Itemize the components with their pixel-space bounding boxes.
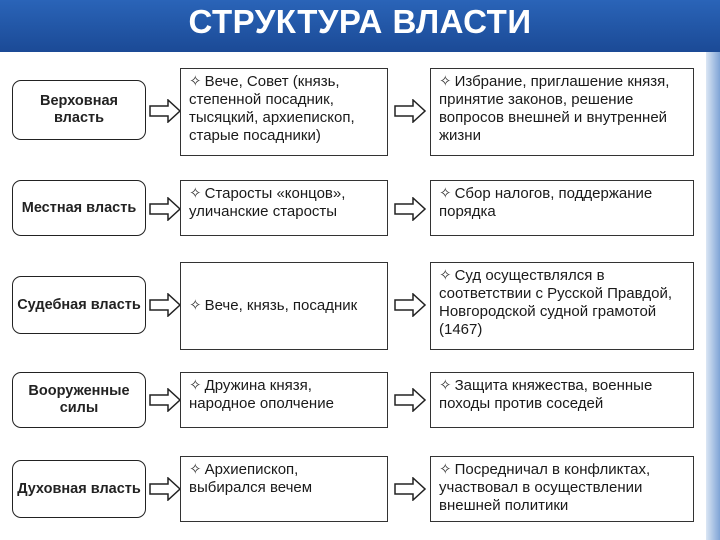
functions-box-judicial (430, 262, 694, 350)
category-label: Судебная власть (17, 296, 141, 313)
bearers-box-armed (180, 372, 388, 428)
bearers-box-local (180, 180, 388, 236)
bearers-text: Архиепископ, выбирался вечем (189, 461, 313, 496)
arrow-icon (394, 293, 426, 317)
bearers-box-spiritual (180, 456, 388, 522)
arrow-icon (149, 99, 181, 123)
arrow-icon (149, 197, 181, 221)
category-box-supreme (12, 80, 146, 140)
diamond-star-icon: ✧ (189, 185, 202, 202)
functions-box-spiritual (430, 456, 694, 522)
diamond-star-icon: ✧ (439, 267, 452, 284)
arrow-icon (394, 99, 426, 123)
bearers-box-judicial (180, 262, 388, 350)
diamond-star-icon: ✧ (189, 377, 202, 394)
panel-side-decoration (706, 52, 720, 540)
arrow-icon (394, 388, 426, 412)
category-box-judicial (12, 276, 146, 334)
category-box-armed (12, 372, 146, 428)
arrow-icon (149, 388, 181, 412)
functions-box-armed (430, 372, 694, 428)
category-box-local (12, 180, 146, 236)
bearers-text: Вече, Совет (князь, степенной посадник, тысяцкий, архиепископ, старые посадники) (189, 73, 355, 144)
arrow-icon (149, 293, 181, 317)
functions-text: Суд осуществлялся в соответствии с Русской Правдой, Новгородской судной грамотой (1467) (439, 267, 673, 338)
arrow-icon (394, 197, 426, 221)
category-label: Духовная власть (17, 480, 141, 497)
functions-text: Посредничал в конфликтах, участвовал в осуществлении внешней политики (439, 461, 651, 514)
arrow-icon (149, 477, 181, 501)
bearers-box-supreme (180, 68, 388, 156)
diamond-star-icon: ✧ (189, 73, 202, 90)
category-label: Вооруженные силы (28, 383, 130, 416)
functions-box-supreme (430, 68, 694, 156)
bearers-text: Вече, князь, посадник (204, 297, 358, 314)
category-box-spiritual (12, 460, 146, 518)
diamond-star-icon: ✧ (439, 377, 452, 394)
functions-text: Сбор налогов, поддержание порядка (439, 185, 653, 220)
diamond-star-icon: ✧ (189, 297, 202, 314)
diamond-star-icon: ✧ (439, 461, 452, 478)
diamond-star-icon: ✧ (189, 461, 202, 478)
arrow-icon (394, 477, 426, 501)
page-title: СТРУКТУРА ВЛАСТИ (188, 3, 532, 40)
bearers-text: Старосты «концов», уличанские старосты (189, 185, 346, 220)
diamond-star-icon: ✧ (439, 185, 452, 202)
category-label: Местная власть (21, 199, 137, 216)
functions-box-local (430, 180, 694, 236)
bearers-text: Дружина князя, народное ополчение (189, 377, 334, 412)
diamond-star-icon: ✧ (439, 73, 452, 90)
functions-text: Защита княжества, военные походы против соседей (439, 377, 653, 412)
category-label: Верховная власть (40, 93, 118, 126)
functions-text: Избрание, приглашение князя, принятие законов, решение вопросов внешней и внутренней жизни (439, 73, 670, 144)
